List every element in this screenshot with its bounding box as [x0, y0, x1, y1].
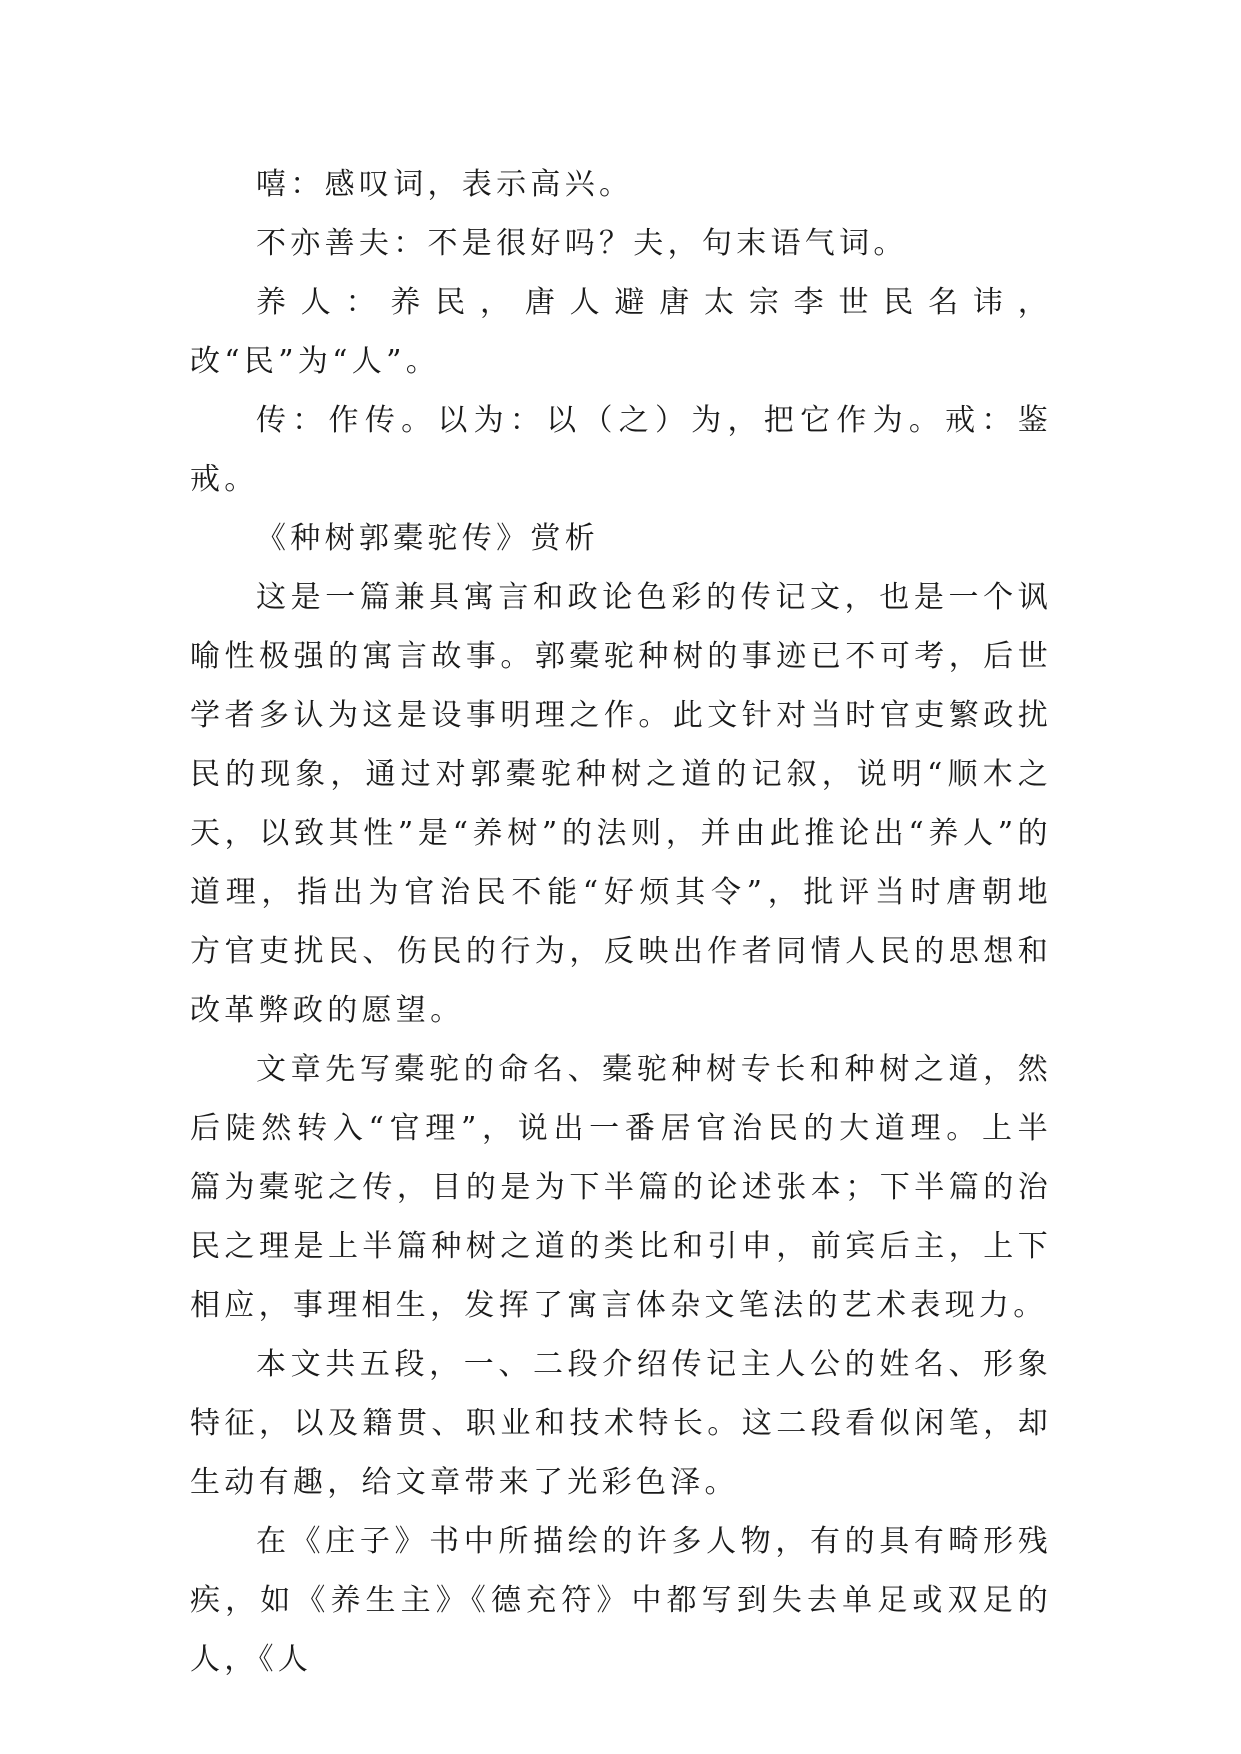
annotation-xi: 嘻：感叹词，表示高兴。 — [256, 167, 634, 202]
paragraph-1: 这是一篇兼具寓言和政论色彩的传记文，也是一个讽喻性极强的寓言故事。郭橐驼种树的事迹已不可考，后世学者多认为这是设事明理之作。此文针对当时官吏繁政扰民的现象，通过对郭橐驼种树之道的记叙，说明“顺木之天，以致其性”是“养树”的法则，并由此推论出“养人”的道理，指出为官治民不能“好烦其令”，批评当时唐朝地方官吏扰民、伤民的行为，反映出作者同情人民的思想和改革弊政的愿望。 — [190, 580, 1052, 1028]
annotation-zhuan: 传：作传。以为：以（之）为，把它作为。戒：鉴戒。 — [190, 403, 1052, 497]
annotation-yangren: 养人：养民，唐人避唐太宗李世民名讳，改“民”为“人”。 — [190, 285, 1052, 379]
paragraph-4: 在《庄子》书中所描绘的许多人物，有的具有畸形残疾，如《养生主》《德充符》中都写到失去单足或双足的人，《人 — [190, 1524, 1052, 1677]
paragraph-2: 文章先写橐驼的命名、橐驼种树专长和种树之道，然后陡然转入“官理”，说出一番居官治民的大道理。上半篇为橐驼之传，目的是为下半篇的论述张本；下半篇的治民之理是上半篇种树之道的类比和引申，前宾后主，上下相应，事理相生，发挥了寓言体杂文笔法的艺术表现力。 — [190, 1052, 1052, 1323]
section-heading: 《种树郭橐驼传》赏析 — [256, 521, 599, 556]
document-body — [190, 155, 1052, 1689]
annotation-buyishanfu: 不亦善夫：不是很好吗？夫，句末语气词。 — [256, 226, 908, 261]
paragraph-3: 本文共五段，一、二段介绍传记主人公的姓名、形象特征，以及籍贯、职业和技术特长。这二段看似闲笔，却生动有趣，给文章带来了光彩色泽。 — [190, 1347, 1052, 1500]
